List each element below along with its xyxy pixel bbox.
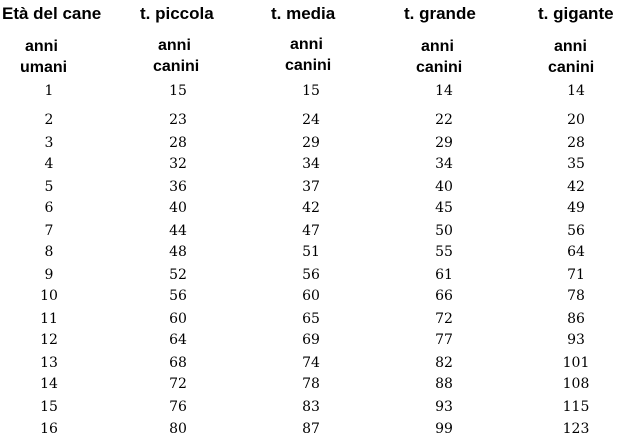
subheader-anni-umani-line2: umani <box>20 59 68 76</box>
cell-human-years: 8 <box>44 244 54 260</box>
cell-dog-years: 15 <box>302 83 320 99</box>
cell-human-years: 3 <box>44 135 54 151</box>
header-taglia-grande: t. grande <box>404 4 476 23</box>
table-row <box>0 111 640 133</box>
table-row <box>0 178 640 200</box>
cell-dog-years: 83 <box>302 399 320 415</box>
table-row <box>0 82 640 104</box>
cell-human-years: 10 <box>40 288 58 304</box>
cell-dog-years: 69 <box>302 332 320 348</box>
cell-dog-years: 88 <box>435 376 453 392</box>
cell-dog-years: 48 <box>169 244 187 260</box>
cell-dog-years: 72 <box>169 376 187 392</box>
cell-dog-years: 93 <box>435 399 453 415</box>
cell-dog-years: 60 <box>169 311 187 327</box>
cell-dog-years: 28 <box>169 135 187 151</box>
cell-human-years: 7 <box>44 223 54 239</box>
subheader-anni-umani-line1: anni <box>25 38 58 55</box>
cell-human-years: 1 <box>44 83 54 99</box>
cell-dog-years: 32 <box>169 156 187 172</box>
cell-dog-years: 34 <box>302 156 320 172</box>
table-row <box>0 331 640 353</box>
cell-dog-years: 22 <box>435 112 453 128</box>
table-row <box>0 222 640 244</box>
cell-dog-years: 36 <box>169 179 187 195</box>
cell-dog-years: 44 <box>169 223 187 239</box>
cell-dog-years: 78 <box>567 288 585 304</box>
cell-dog-years: 82 <box>435 355 453 371</box>
cell-dog-years: 68 <box>169 355 187 371</box>
header-taglia-gigante: t. gigante <box>538 4 614 23</box>
cell-human-years: 4 <box>44 156 54 172</box>
cell-dog-years: 24 <box>302 112 320 128</box>
cell-dog-years: 35 <box>567 156 585 172</box>
subheader-piccola-line2: canini <box>153 58 200 75</box>
cell-dog-years: 55 <box>435 244 453 260</box>
cell-dog-years: 108 <box>562 376 590 392</box>
table-row <box>0 287 640 309</box>
subheader-media-line2: canini <box>285 57 332 74</box>
cell-dog-years: 42 <box>567 179 585 195</box>
cell-dog-years: 115 <box>562 399 590 415</box>
cell-dog-years: 51 <box>302 244 320 260</box>
cell-dog-years: 47 <box>302 223 320 239</box>
cell-dog-years: 77 <box>435 332 453 348</box>
cell-dog-years: 101 <box>562 355 590 371</box>
cell-dog-years: 40 <box>169 200 187 216</box>
table-row <box>0 310 640 332</box>
table-row <box>0 243 640 265</box>
cell-dog-years: 86 <box>567 311 585 327</box>
cell-dog-years: 66 <box>435 288 453 304</box>
cell-dog-years: 49 <box>567 200 585 216</box>
cell-dog-years: 64 <box>567 244 585 260</box>
cell-dog-years: 56 <box>302 267 320 283</box>
cell-dog-years: 64 <box>169 332 187 348</box>
cell-dog-years: 29 <box>435 135 453 151</box>
cell-dog-years: 20 <box>567 112 585 128</box>
cell-human-years: 6 <box>44 200 54 216</box>
subheader-gigante-line2: canini <box>548 59 595 76</box>
subheader-piccola-line1: anni <box>158 37 191 54</box>
header-eta-del-cane: Età del cane <box>2 4 102 23</box>
cell-dog-years: 15 <box>169 83 187 99</box>
cell-dog-years: 34 <box>435 156 453 172</box>
cell-dog-years: 65 <box>302 311 320 327</box>
cell-dog-years: 72 <box>435 311 453 327</box>
cell-dog-years: 74 <box>302 355 320 371</box>
cell-dog-years: 78 <box>302 376 320 392</box>
cell-dog-years: 50 <box>435 223 453 239</box>
cell-human-years: 2 <box>44 112 54 128</box>
cell-human-years: 14 <box>40 376 58 392</box>
cell-human-years: 15 <box>40 399 58 415</box>
cell-dog-years: 23 <box>169 112 187 128</box>
cell-human-years: 16 <box>40 421 58 437</box>
table-row <box>0 354 640 376</box>
cell-human-years: 13 <box>40 355 58 371</box>
cell-dog-years: 71 <box>567 267 585 283</box>
cell-dog-years: 60 <box>302 288 320 304</box>
table-row <box>0 266 640 288</box>
cell-dog-years: 56 <box>169 288 187 304</box>
cell-dog-years: 87 <box>302 421 320 437</box>
cell-dog-years: 99 <box>435 421 453 437</box>
table-row <box>0 199 640 221</box>
cell-dog-years: 29 <box>302 135 320 151</box>
cell-dog-years: 37 <box>302 179 320 195</box>
cell-human-years: 12 <box>40 332 58 348</box>
cell-dog-years: 42 <box>302 200 320 216</box>
cell-dog-years: 93 <box>567 332 585 348</box>
cell-human-years: 11 <box>40 311 58 327</box>
subheader-grande-line2: canini <box>416 59 463 76</box>
cell-dog-years: 14 <box>435 83 453 99</box>
table-row <box>0 134 640 156</box>
cell-dog-years: 76 <box>169 399 187 415</box>
header-taglia-media: t. media <box>271 4 336 23</box>
cell-dog-years: 52 <box>169 267 187 283</box>
table-row <box>0 420 640 442</box>
cell-dog-years: 14 <box>567 83 585 99</box>
subheader-gigante-line1: anni <box>554 38 587 55</box>
cell-dog-years: 61 <box>435 267 453 283</box>
cell-dog-years: 28 <box>567 135 585 151</box>
cell-dog-years: 56 <box>567 223 585 239</box>
table-row <box>0 398 640 420</box>
subheader-media-line1: anni <box>290 36 323 53</box>
cell-dog-years: 80 <box>169 421 187 437</box>
cell-dog-years: 123 <box>562 421 590 437</box>
cell-human-years: 5 <box>44 179 54 195</box>
cell-dog-years: 45 <box>435 200 453 216</box>
subheader-grande-line1: anni <box>421 38 454 55</box>
cell-human-years: 9 <box>44 267 54 283</box>
table-row <box>0 375 640 397</box>
header-taglia-piccola: t. piccola <box>140 4 214 23</box>
table-row <box>0 155 640 177</box>
cell-dog-years: 40 <box>435 179 453 195</box>
